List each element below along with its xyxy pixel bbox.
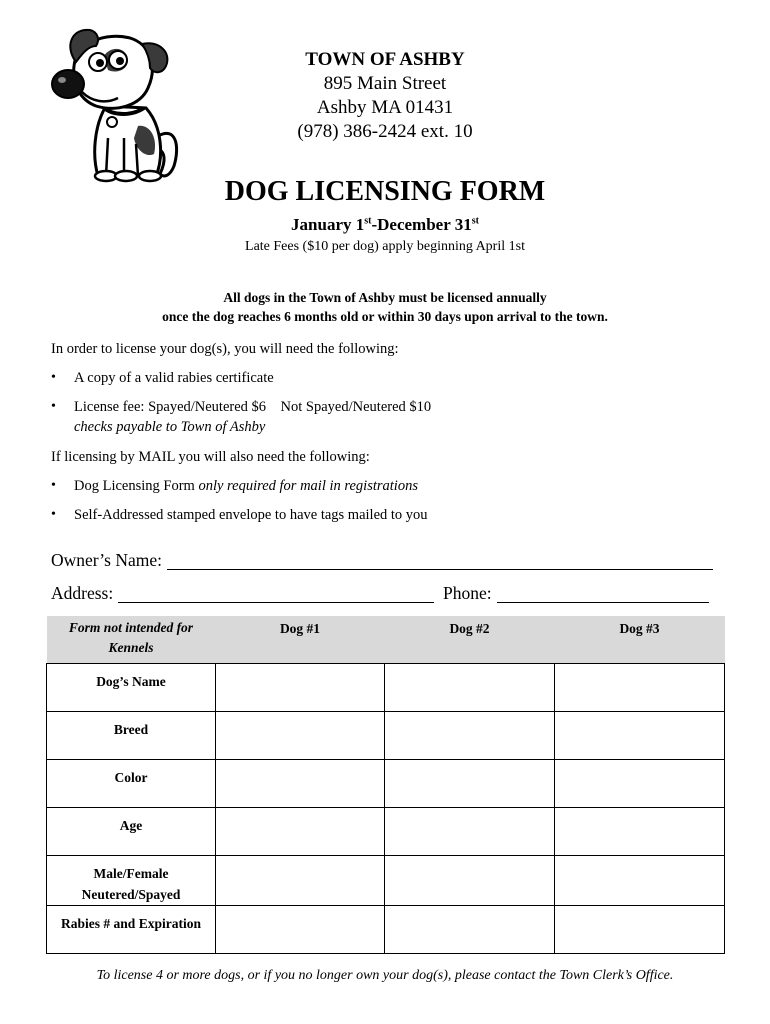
- row-label-breed: Breed: [47, 712, 216, 760]
- requirement-form-main: Dog Licensing Form: [74, 478, 199, 494]
- phone-label: Phone:: [443, 583, 492, 603]
- dog-mascot-icon: [46, 26, 186, 184]
- bullet-icon: •: [51, 507, 56, 522]
- town-name: TOWN OF ASHBY: [305, 49, 465, 70]
- form-title: DOG LICENSING FORM: [224, 176, 546, 207]
- table-row: [47, 808, 725, 856]
- table-row: [47, 856, 725, 906]
- dog-info-table: [46, 616, 725, 954]
- owner-name-label: Owner’s Name:: [51, 550, 162, 570]
- bullet-icon: •: [51, 399, 56, 414]
- table-row: [47, 664, 725, 712]
- requirement-envelope: Self-Addressed stamped envelope to have tags mailed to you: [74, 507, 428, 523]
- cell-dog-2-age[interactable]: [385, 808, 555, 856]
- cell-dog-2-rabies[interactable]: [385, 906, 555, 954]
- date-start: January 1: [291, 215, 365, 234]
- owner-name-field[interactable]: [167, 569, 713, 570]
- date-start-suffix: st: [364, 215, 372, 227]
- table-corner-note: [47, 616, 216, 664]
- phone-field[interactable]: [497, 602, 709, 603]
- notice-line-2: once the dog reaches 6 months old or within 30 days upon arrival to the town.: [162, 309, 608, 324]
- town-street: 895 Main Street: [323, 73, 447, 94]
- column-header-dog-3: Dog #3: [555, 616, 725, 664]
- cell-dog-3-color[interactable]: [555, 760, 725, 808]
- table-row: [47, 760, 725, 808]
- table-header-row: [47, 616, 725, 664]
- mail-requirements-intro: If licensing by MAIL you will also need the following:: [51, 449, 370, 465]
- date-end: -December 31: [371, 215, 472, 234]
- cell-dog-1-color[interactable]: [216, 760, 385, 808]
- cell-dog-1-breed[interactable]: [216, 712, 385, 760]
- column-header-dog-1: Dog #1: [216, 616, 385, 664]
- cell-dog-3-age[interactable]: [555, 808, 725, 856]
- row-label-age: Age: [47, 808, 216, 856]
- cell-dog-2-color[interactable]: [385, 760, 555, 808]
- late-fee-note: Late Fees ($10 per dog) apply beginning April 1st: [245, 239, 525, 254]
- notice-line-1: All dogs in the Town of Ashby must be licensed annually: [223, 290, 547, 305]
- requirement-form: [74, 478, 418, 495]
- corner-note-line-1: Form not intended for: [68, 620, 194, 635]
- address-label: Address:: [51, 583, 114, 603]
- row-label-color: Color: [47, 760, 216, 808]
- bullet-icon: •: [51, 478, 56, 493]
- cell-dog-2-sex[interactable]: [385, 856, 555, 906]
- requirement-form-note: only required for mail in registrations: [198, 478, 418, 494]
- row-label-neutered: Neutered/Spayed: [81, 887, 181, 902]
- cell-dog-3-sex[interactable]: [555, 856, 725, 906]
- row-label-rabies: Rabies # and Expiration: [47, 906, 216, 954]
- cell-dog-1-rabies[interactable]: [216, 906, 385, 954]
- row-label-sex-status: [47, 856, 216, 906]
- requirements-intro: In order to license your dog(s), you will need the following:: [51, 341, 399, 357]
- table-row: [47, 712, 725, 760]
- town-city: Ashby MA 01431: [316, 97, 454, 118]
- requirement-fee: License fee: Spayed/Neutered $6 Not Spayed/Neutered $10: [74, 399, 432, 415]
- row-label-dog-name: Dog’s Name: [47, 664, 216, 712]
- cell-dog-3-breed[interactable]: [555, 712, 725, 760]
- corner-note-line-2: Kennels: [108, 640, 154, 655]
- table-row: [47, 906, 725, 954]
- footer-note: To license 4 or more dogs, or if you no longer own your dog(s), please contact the Town Clerk’s Office.: [96, 968, 674, 983]
- row-label-sex: Male/Female: [93, 866, 169, 881]
- requirement-rabies: A copy of a valid rabies certificate: [74, 370, 274, 386]
- date-end-suffix: st: [471, 215, 479, 227]
- license-date-range: [150, 215, 620, 235]
- cell-dog-1-name[interactable]: [216, 664, 385, 712]
- town-phone: (978) 386-2424 ext. 10: [297, 121, 473, 142]
- column-header-dog-2: Dog #2: [385, 616, 555, 664]
- bullet-icon: •: [51, 370, 56, 385]
- address-field[interactable]: [118, 602, 434, 603]
- cell-dog-3-name[interactable]: [555, 664, 725, 712]
- checks-payable-note: checks payable to Town of Ashby: [74, 419, 266, 435]
- cell-dog-1-age[interactable]: [216, 808, 385, 856]
- cell-dog-1-sex[interactable]: [216, 856, 385, 906]
- cell-dog-2-name[interactable]: [385, 664, 555, 712]
- cell-dog-2-breed[interactable]: [385, 712, 555, 760]
- cell-dog-3-rabies[interactable]: [555, 906, 725, 954]
